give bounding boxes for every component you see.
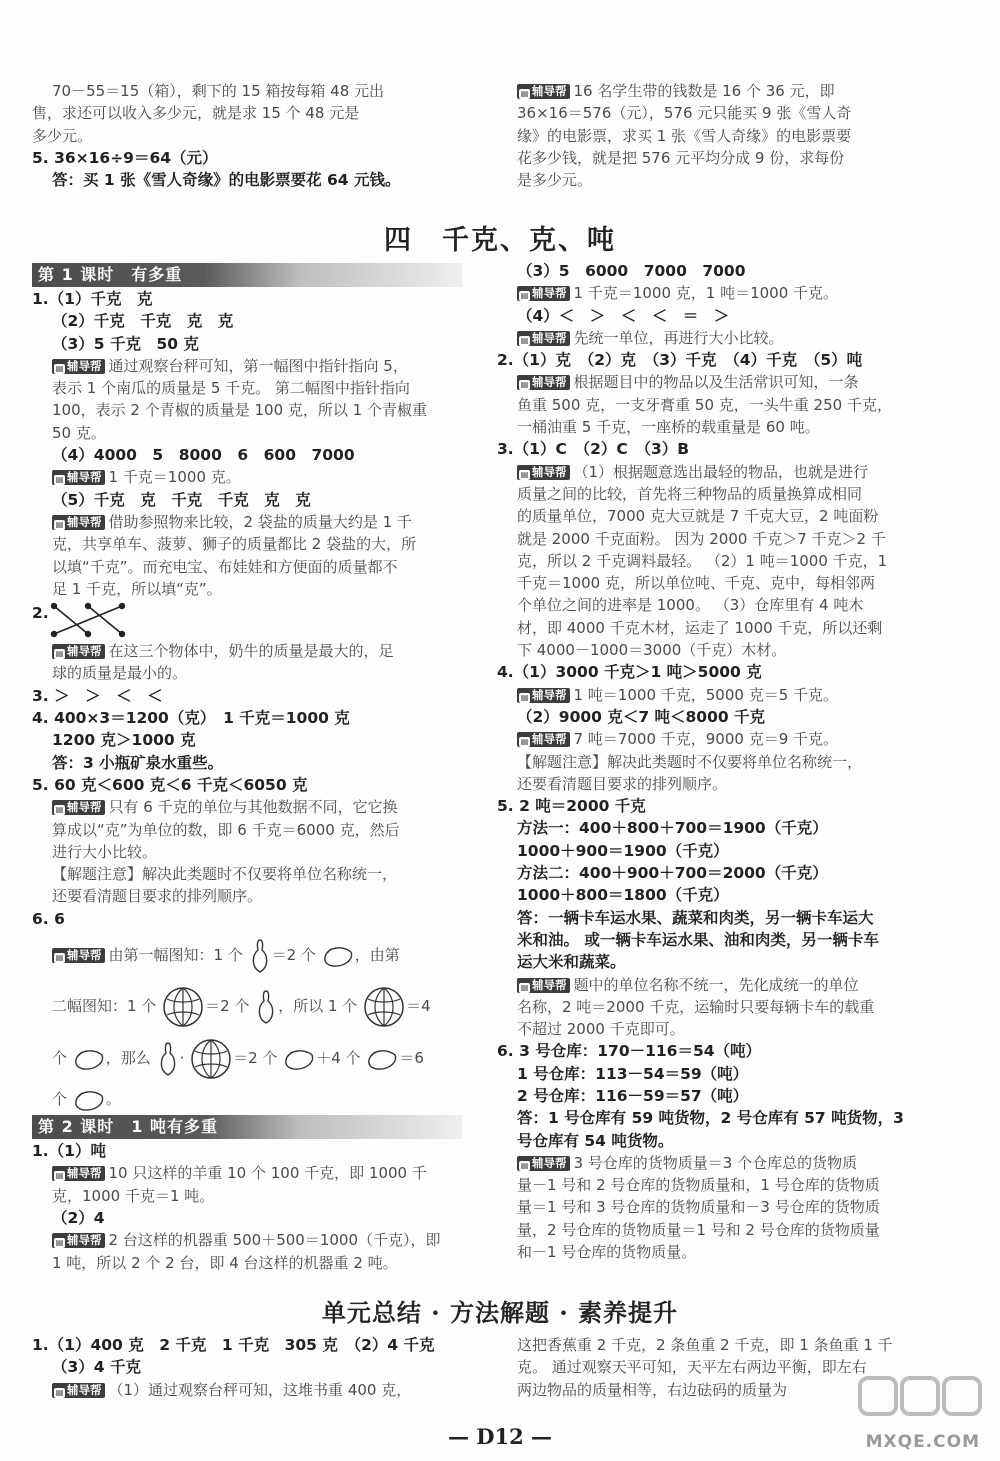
- helper-badge: ▤ 辅导帮: [517, 688, 570, 703]
- helper-badge: ▤ 辅导帮: [52, 1166, 105, 1181]
- r-q5-exp-3: 不超过 2000 千克即可。: [517, 1020, 685, 1039]
- book-icon: ▤: [55, 805, 64, 815]
- q2-exp-2: 球的质量是最小的。: [52, 664, 188, 683]
- r-q4-note-1: 【解题注意】解决此类题时不仅要将单位名称统一，: [517, 752, 863, 771]
- q5-note-2: 还要看清题目要求的排列顺序。: [52, 887, 263, 906]
- q4-answer: 答：3 小瓶矿泉水重些。: [52, 753, 224, 772]
- r-q3: 3.（1）C （2）C （3）B: [497, 440, 690, 459]
- r-q5-answer-2: 米和油。 或一辆卡车运水果、油和肉类，另一辆卡车: [517, 930, 879, 949]
- l2-q1-2: （2）4: [52, 1208, 105, 1227]
- book-icon: ▤: [55, 475, 64, 485]
- mango-icon: [321, 943, 355, 969]
- r-q3-exp-2: 质量之间的比较，首先将三种物品的质量换算成相同: [517, 484, 863, 503]
- book-icon: ▤: [520, 982, 529, 992]
- book-icon: ▤: [520, 692, 529, 702]
- book-icon: ▤: [520, 1160, 529, 1170]
- r-q4-2-exp: 7 吨＝7000 千克，9000 克＝9 千克。: [573, 730, 839, 749]
- q1-3: （3）5 千克 50 克: [52, 334, 199, 353]
- top-left-block: [32, 80, 462, 191]
- q2-exp-1: 在这三个物体中，奶牛的质量是最大的，足: [108, 642, 394, 661]
- summary-exp-1: （1）通过观察台秤可知，这堆书重 400 克，: [108, 1380, 412, 1399]
- r-q3-exp-8: 材，即 4000 千克木材，运走了 1000 千克，所以还剩: [517, 618, 883, 637]
- r-q5-method1-b: 1000＋900＝1900（千克）: [517, 841, 729, 860]
- book-icon: ▤: [520, 291, 529, 301]
- book-icon: ▤: [55, 1171, 64, 1181]
- helper-badge: ▤ 辅导帮: [52, 800, 105, 815]
- q1-3-exp-3: 100，表示 2 个青椒的质量是 100 克，所以 1 个青椒重: [52, 401, 427, 420]
- book-icon: ▤: [520, 469, 529, 479]
- helper-badge: ▤ 辅导帮: [517, 286, 570, 301]
- summary-exp-4: 两边物品的质量相等，右边砝码的质量为: [517, 1380, 788, 1399]
- q1-3-exp-4: 50 克。: [52, 423, 106, 442]
- r-q3-exp-4: 就是 2000 千克面粉。 因为 2000 千克＞7 千克＞2 千: [517, 529, 886, 548]
- q1-3-exp-2: 表示 1 个南瓜的质量是 5 千克。 第二幅图中指针指向: [52, 379, 410, 398]
- lesson1-bar: 第 1 课时 有多重: [32, 263, 462, 287]
- watermelon-icon: [189, 1037, 233, 1081]
- r-q5-exp-2: 名称，2 吨＝2000 千克，运输时只要每辆卡车的载重: [517, 997, 875, 1016]
- summary-exp-2: 这把香蕉重 2 千克，2 条鱼重 2 千克，即 1 条鱼重 1 千: [517, 1336, 893, 1354]
- summary-left: [32, 1334, 462, 1401]
- mango-icon: [282, 1046, 316, 1072]
- q4-b: 1200 克＞1000 克: [52, 731, 196, 750]
- top-right-exp-1: 16 名学生带的钱数是 16 个 36 元，即: [573, 82, 835, 100]
- r-q3-exp-1: （1）根据题意选出最轻的物品，也就是进行: [573, 462, 869, 481]
- q2-number: 2.: [32, 604, 49, 623]
- q1-5-exp-4: 足 1 千克，所以填“克”。: [52, 579, 222, 598]
- pear-icon: [254, 988, 278, 1026]
- q1-5-exp-2: 克，共享单车、菠萝、狮子的质量都比 2 袋盐的大，所: [52, 535, 417, 554]
- watermelon-icon: [362, 985, 406, 1029]
- top-left-exp-3: 多少元。: [32, 126, 93, 145]
- book-icon: ▤: [520, 380, 529, 390]
- helper-badge: ▤ 辅导帮: [517, 331, 570, 346]
- top-right-exp-2: 36×16＝576（元），576 元只能买 9 张《雪人奇: [517, 104, 852, 123]
- left-column: [32, 262, 462, 1274]
- r-q1-4-exp: 先统一单位，再进行大小比较。: [573, 328, 784, 347]
- helper-badge: ▤ 辅导帮: [517, 978, 570, 993]
- helper-badge: ▤ 辅导帮: [52, 1233, 105, 1248]
- top-right-exp-3: 缘》的电影票，求买 1 张《雪人奇缘》的电影票要: [517, 126, 852, 145]
- q5: 5. 60 克＜600 克＜6 千克＜6050 克: [32, 775, 308, 794]
- helper-badge: ▤ 辅导帮: [52, 948, 105, 963]
- matching-lines-diagram: [46, 602, 146, 638]
- r-q6-b: 1 号仓库：113－54＝59（吨）: [517, 1064, 749, 1083]
- q4: 4. 400×3＝1200（克） 1 千克＝1000 克: [32, 709, 350, 728]
- r-q1-3: （3）5 6000 7000 7000: [517, 262, 746, 280]
- summary-q1: 1.（1）400 克 2 千克 1 千克 305 克 （2）4 千克: [32, 1336, 435, 1354]
- book-icon: ▤: [55, 1387, 64, 1397]
- q5-exp-2: 算成以“克”为单位的数，即 6 千克＝6000 克，然后: [52, 820, 400, 839]
- right-column: [497, 260, 933, 1263]
- q5-exp-3: 进行大小比较。: [52, 842, 158, 861]
- r-q6-answer-1: 答：1 号仓库有 59 吨货物，2 号仓库有 57 吨货物，3: [517, 1109, 904, 1128]
- pear-icon: [248, 937, 272, 975]
- helper-badge: ▤ 辅导帮: [52, 1383, 105, 1398]
- r-q5: 5. 2 吨＝2000 千克: [497, 797, 646, 816]
- top-right-exp-5: 是多少元。: [517, 171, 593, 190]
- pear-icon: [156, 1040, 180, 1078]
- r-q6-exp-2: 量－1 号和 2 号仓库的货物质量和，1 号仓库的货物质: [517, 1176, 880, 1195]
- book-icon: ▤: [55, 649, 64, 659]
- r-q3-exp-9: 下 4000－1000＝3000（千克）木材。: [517, 641, 787, 660]
- r-q5-method2-b: 1000＋800＝1800（千克）: [517, 886, 729, 905]
- helper-badge: ▤ 辅导帮: [52, 515, 105, 530]
- l2-q1-2-exp-2: 1 吨，所以 2 个 2 台，即 4 台这样的机器重 2 吨。: [52, 1253, 398, 1272]
- r-q2-exp-3: 一桶油重 5 千克，一座桥的载重量是 60 吨。: [517, 418, 820, 437]
- mango-icon: [365, 1046, 399, 1072]
- r-q6-c: 2 号仓库：116－59＝57（吨）: [517, 1086, 749, 1105]
- mango-icon: [72, 1087, 106, 1113]
- q6-line-1: ▤ 辅导帮 由第一幅图知：1 个 ＝2 个 ，由第: [32, 930, 462, 980]
- q1-3-exp-1: 通过观察台秤可知，第一幅图中指针指向 5，: [108, 356, 408, 375]
- r-q2-exp-1: 根据题目中的物品以及生活常识可知，一条: [573, 373, 859, 392]
- q1-4: （4）4000 5 8000 6 600 7000: [52, 446, 355, 465]
- mango-icon: [72, 1046, 106, 1072]
- r-q5-answer-1: 答：一辆卡车运水果、蔬菜和肉类，另一辆卡车运大: [517, 908, 874, 927]
- l2-q1-exp-2: 克，1000 千克＝1 吨。: [52, 1186, 215, 1205]
- helper-badge: ▤ 辅导帮: [52, 470, 105, 485]
- top-right-exp-4: 花多少钱，就是把 576 元平均分成 9 份，求每份: [517, 148, 845, 167]
- r-q5-answer-3: 运大米和蔬菜。: [517, 953, 626, 972]
- unit-title: 四 千克、克、吨: [384, 225, 616, 256]
- lesson2-bar: 第 2 课时 1 吨有多重: [32, 1115, 462, 1139]
- r-q4-1-exp: 1 吨＝1000 千克，5000 克＝5 千克。: [573, 685, 839, 704]
- q1-4-exp: 1 千克＝1000 克。: [108, 468, 241, 487]
- top-q5-answer: 答：买 1 张《雪人奇缘》的电影票要花 64 元钱。: [52, 171, 401, 190]
- q1-5-exp-3: 以填“千克”。而充电宝、布娃娃和方便面的质量都不: [52, 557, 398, 576]
- q3: 3. ＞ ＞ ＜ ＜: [32, 686, 163, 705]
- helper-badge: ▤ 辅导帮: [52, 359, 105, 374]
- helper-badge: ▤ 辅导帮: [517, 84, 570, 99]
- r-q2-exp-2: 鱼重 500 克，一支牙膏重 50 克，一头牛重 250 千克，: [517, 395, 892, 414]
- watermelon-icon: [161, 985, 205, 1029]
- summary-q1-3: （3）4 千克: [52, 1358, 141, 1377]
- r-q3-exp-7: 个单位之间的进率是 1000。 （3）仓库里有 4 吨木: [517, 596, 864, 615]
- page-number: — D12 —: [447, 1424, 553, 1449]
- top-right-block: [497, 80, 933, 191]
- q5-note-1: 【解题注意】解决此类题时不仅要将单位名称统一，: [52, 865, 398, 884]
- summary-exp-3: 克。 通过观察天平可知，天平左右两边平衡，即左右: [517, 1358, 867, 1377]
- r-q6-exp-5: 和－1 号仓库的货物质量。: [517, 1243, 697, 1262]
- q6-line-2: 二幅图知：1 个 ＝2 个 ，所以 1 个 ＝4: [32, 980, 462, 1032]
- helper-badge: ▤ 辅导帮: [517, 732, 570, 747]
- helper-badge: ▤ 辅导帮: [517, 1156, 570, 1171]
- r-q3-exp-5: 克，所以 2 千克调料最轻。 （2）1 吨＝1000 千克，1: [517, 551, 888, 570]
- q6: 6. 6: [32, 909, 65, 928]
- r-q1-4: （4）＜ ＞ ＜ ＜ ＝ ＞: [517, 306, 730, 325]
- book-icon: ▤: [520, 737, 529, 747]
- r-q6-answer-2: 号仓库有 54 吨货物。: [517, 1131, 674, 1150]
- q1-1: 1.（1）千克 克: [32, 290, 153, 308]
- helper-badge: ▤ 辅导帮: [517, 465, 570, 480]
- top-left-exp-1: 70－55＝15（箱），剩下的 15 箱按每箱 48 元出: [52, 82, 385, 100]
- r-q6-exp-3: 量＝1 号和 3 号仓库的货物质量和－3 号仓库的货物质: [517, 1198, 880, 1217]
- top-left-exp-2: 售，求还可以收入多少元，就是求 15 个 48 元是: [32, 104, 360, 123]
- r-q2: 2.（1）克 （2）克 （3）千克 （4）千克 （5）吨: [497, 351, 863, 370]
- r-q4-1: 4.（1）3000 千克＞1 吨＞5000 克: [497, 663, 762, 682]
- helper-badge: ▤ 辅导帮: [517, 375, 570, 390]
- r-q6: 6. 3 号仓库：170－116＝54（吨）: [497, 1042, 762, 1061]
- l2-q1: 1.（1）吨: [32, 1142, 106, 1161]
- watermark-text: MXQE.COM: [865, 1432, 980, 1452]
- summary-title: 单元总结 · 方法解题 · 素养提升: [321, 1298, 679, 1327]
- r-q5-method2: 方法二：400＋900＋700＝2000（千克）: [517, 864, 828, 883]
- helper-badge: ▤ 辅导帮: [52, 644, 105, 659]
- r-q3-exp-6: 千克＝1000 克，所以单位吨、千克、克中，每相邻两: [517, 574, 875, 593]
- q5-exp-1: 只有 6 千克的单位与其他数据不同，它它换: [108, 798, 398, 817]
- r-q6-exp-1: 3 号仓库的货物质量＝3 个仓库总的货物质: [573, 1153, 858, 1172]
- q1-5-exp-1: 借助参照物来比较，2 袋盐的质量大约是 1 千: [108, 512, 412, 531]
- r-q4-note-2: 还要看清题目要求的排列顺序。: [517, 774, 728, 793]
- q1-2: （2）千克 千克 克 克: [52, 312, 234, 331]
- q6-line-4: 个 。: [32, 1084, 462, 1114]
- q2-matching: [32, 600, 462, 640]
- top-q5: 5. 36×16÷9＝64（元）: [32, 148, 218, 167]
- l2-q1-exp-1: 10 只这样的羊重 10 个 100 千克，即 1000 千: [108, 1164, 427, 1183]
- r-q4-2: （2）9000 克＜7 吨＜8000 千克: [517, 707, 766, 726]
- r-q1-3-exp: 1 千克＝1000 克，1 吨＝1000 千克。: [573, 284, 839, 303]
- q1-5: （5）千克 克 千克 千克 克 克: [52, 490, 311, 509]
- book-icon: ▤: [520, 335, 529, 345]
- book-icon: ▤: [55, 1238, 64, 1248]
- book-icon: ▤: [55, 519, 64, 529]
- r-q6-exp-4: 量，2 号仓库的货物质量＝1 号和 2 号仓库的货物质量: [517, 1220, 880, 1239]
- r-q3-exp-3: 的质量单位，7000 克大豆就是 7 千克大豆，2 吨面粉: [517, 507, 879, 526]
- r-q5-exp-1: 题中的单位名称不统一，先化成统一的单位: [573, 975, 859, 994]
- r-q5-method1: 方法一：400＋800＋700＝1900（千克）: [517, 819, 828, 838]
- l2-q1-2-exp-1: 2 台这样的机器重 500＋500＝1000（千克），即: [108, 1231, 441, 1250]
- book-icon: ▤: [520, 89, 529, 98]
- book-icon: ▤: [55, 363, 64, 373]
- q6-line-3: 个 ，那么 · ＝2 个 ＋4 个 ＝6: [32, 1032, 462, 1084]
- book-icon: ▤: [55, 953, 64, 963]
